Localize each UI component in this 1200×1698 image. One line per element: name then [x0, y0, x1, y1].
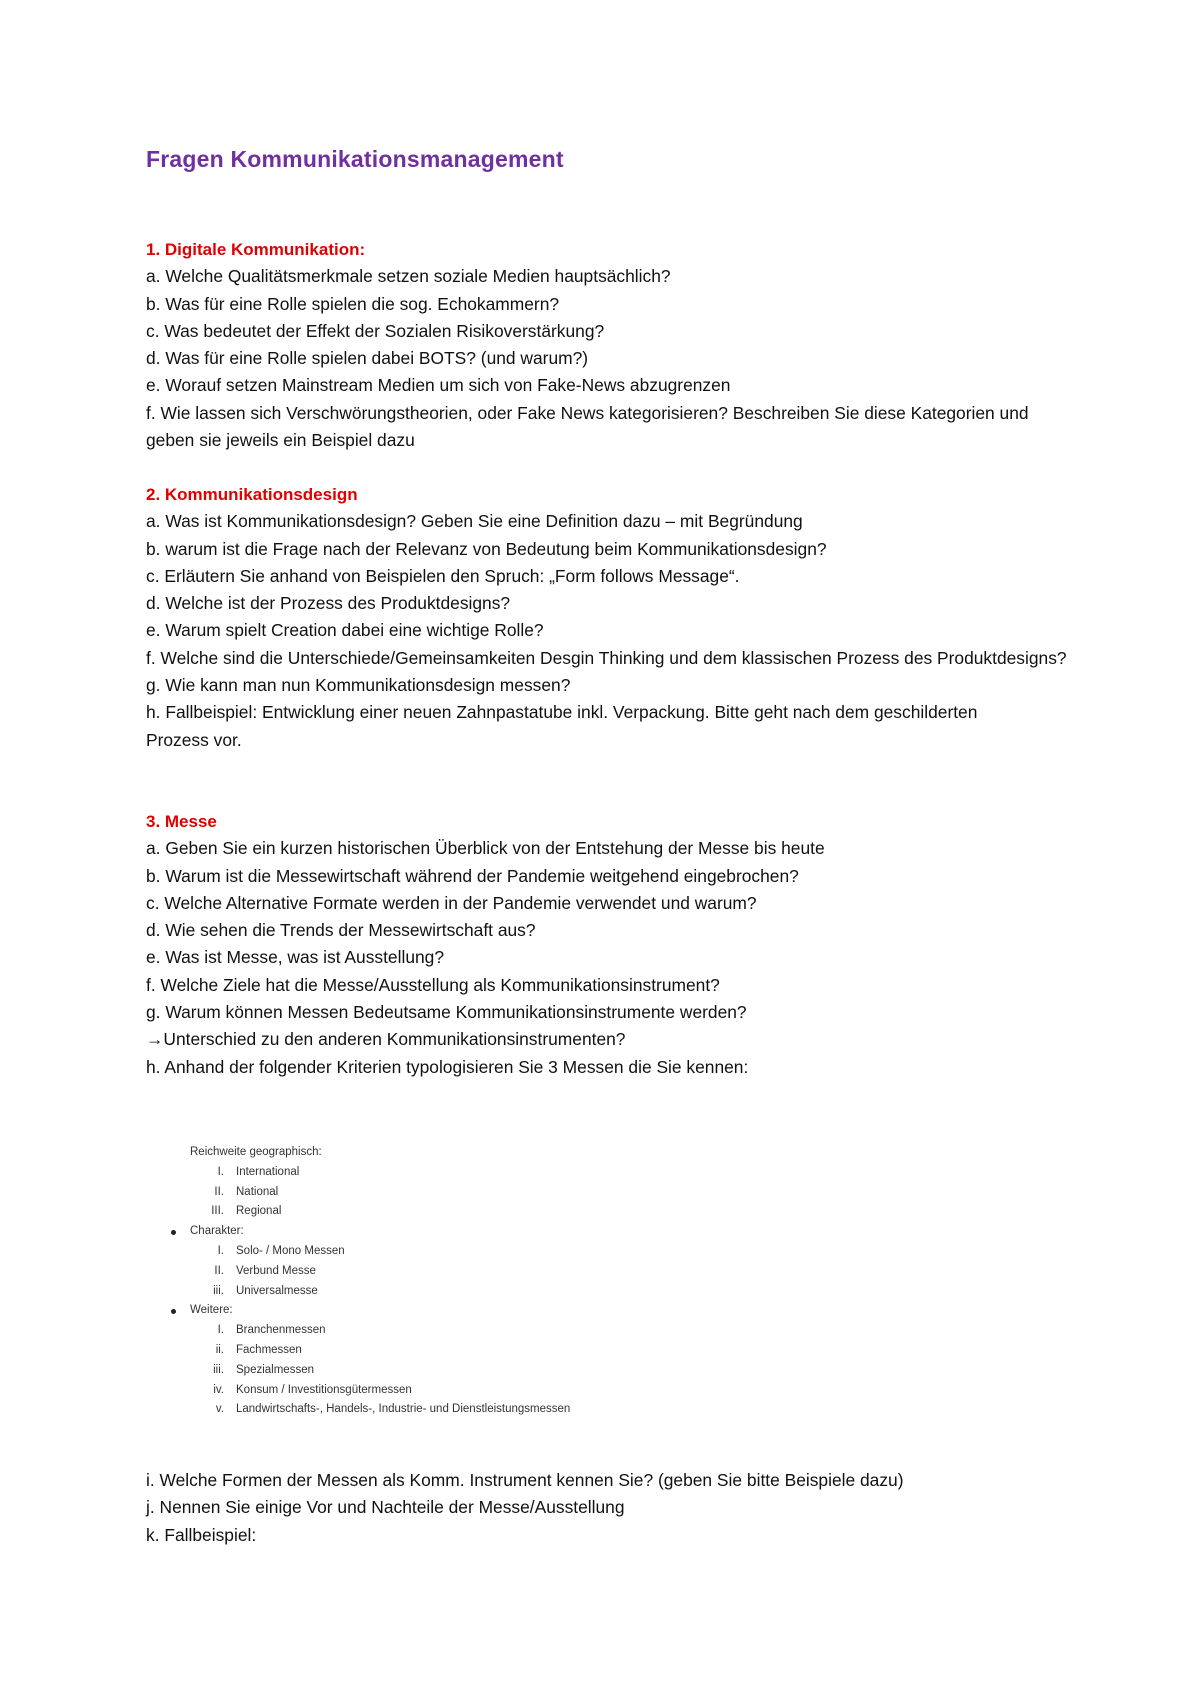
criteria-item	[170, 1341, 570, 1361]
section-heading: 2. Kommunikationsdesign	[146, 485, 358, 504]
question-d: d. Was für eine Rolle spielen dabei BOTS? (und warum?)	[146, 348, 589, 369]
question-a: a. Geben Sie ein kurzen historischen Überblick von der Entstehung der Messe bis heute	[146, 838, 825, 859]
item-text: Solo- / Mono Messen	[236, 1244, 345, 1257]
question-b: b. Was für eine Rolle spielen die sog. Echokammern?	[146, 293, 560, 314]
question-b: b. warum ist die Frage nach der Relevanz von Bedeutung beim Kommunikationsdesign?	[146, 538, 827, 559]
question-d: d. Wie sehen die Trends der Messewirtschaft aus?	[146, 920, 536, 941]
criteria-item	[170, 1242, 570, 1262]
item-number: II.	[214, 1264, 224, 1277]
question-e: e. Warum spielt Creation dabei eine wichtige Rolle?	[146, 620, 544, 641]
item-number: iii.	[213, 1284, 224, 1297]
question-c: c. Welche Alternative Formate werden in der Pandemie verwendet und warum?	[146, 892, 757, 913]
section-messe-continued	[146, 1467, 1076, 1549]
question-a: a. Welche Qualitätsmerkmale setzen soziale Medien hauptsächlich?	[146, 266, 671, 287]
item-text: Fachmessen	[236, 1343, 302, 1356]
question-a: a. Was ist Kommunikationsdesign? Geben Sie eine Definition dazu – mit Begründung	[146, 511, 803, 532]
criteria-item	[170, 1202, 570, 1222]
question-h: h. Fallbeispiel: Entwicklung einer neuen Zahnpastatube inkl. Verpackung. Bitte geht nach dem geschilderten Prozess vor.	[146, 702, 978, 750]
question-f: f. Wie lassen sich Verschwörungstheorien, oder Fake News kategorisieren? Beschreiben Sie diese Kategorien und geben sie jeweils ein Beispiel dazu	[146, 402, 1029, 451]
criteria-item	[170, 1262, 570, 1282]
question-g: g. Wie kann man nun Kommunikationsdesign messen?	[146, 675, 571, 696]
criteria-item	[170, 1183, 570, 1203]
criteria-list	[170, 1143, 570, 1420]
item-text: Konsum / Investitionsgütermessen	[236, 1383, 412, 1396]
item-text: Spezialmessen	[236, 1363, 314, 1376]
criteria-item	[170, 1381, 570, 1401]
criteria-heading-reach: Reichweite geographisch:	[190, 1146, 322, 1158]
item-text: National	[236, 1185, 279, 1198]
question-k: k. Fallbeispiel:	[146, 1524, 257, 1545]
criteria-item	[170, 1321, 570, 1341]
question-d: d. Welche ist der Prozess des Produktdesigns?	[146, 593, 511, 614]
criteria-heading-further: Weitere:	[170, 1301, 570, 1321]
question-e: e. Worauf setzen Mainstream Medien um sich von Fake-News abzugrenzen	[146, 375, 731, 396]
question-j: j. Nennen Sie einige Vor und Nachteile der Messe/Ausstellung	[146, 1497, 625, 1518]
item-number: III.	[211, 1205, 224, 1218]
item-text: International	[236, 1165, 300, 1178]
section-messe	[146, 808, 1076, 1081]
question-f: f. Welche Ziele hat die Messe/Ausstellung als Kommunikationsinstrument?	[146, 974, 720, 995]
item-number: iv.	[213, 1383, 224, 1396]
item-text: Verbund Messe	[236, 1264, 316, 1277]
criteria-item	[170, 1400, 570, 1420]
question-i: i. Welche Formen der Messen als Komm. Instrument kennen Sie? (geben Sie bitte Beispiele dazu)	[146, 1470, 904, 1490]
question-g-arrow-note: →Unterschied zu den anderen Kommunikationsinstrumenten?	[146, 1029, 626, 1050]
criteria-heading-character: Charakter:	[170, 1222, 570, 1242]
item-number: I.	[217, 1165, 224, 1178]
section-heading: 3. Messe	[146, 812, 217, 831]
section-kommunikationsdesign	[146, 481, 1076, 754]
question-b: b. Warum ist die Messewirtschaft während der Pandemie weitgehend eingebrochen?	[146, 865, 799, 886]
section-digitale-kommunikation	[146, 236, 1076, 454]
page-title: Fragen Kommunikationsmanagement	[146, 146, 564, 172]
question-h: h. Anhand der folgender Kriterien typologisieren Sie 3 Messen die Sie kennen:	[146, 1056, 749, 1077]
question-c: c. Erläutern Sie anhand von Beispielen den Spruch: „Form follows Message“.	[146, 565, 740, 586]
item-text: Branchenmessen	[236, 1324, 326, 1337]
item-number: v.	[215, 1403, 224, 1416]
question-c: c. Was bedeutet der Effekt der Sozialen Risikoverstärkung?	[146, 320, 605, 341]
item-number: iii.	[213, 1363, 224, 1376]
section-heading: 1. Digitale Kommunikation:	[146, 240, 366, 259]
question-f: f. Welche sind die Unterschiede/Gemeinsamkeiten Desgin Thinking und dem klassischen Prozess des Produktdesigns?	[146, 647, 1067, 668]
criteria-item	[170, 1361, 570, 1381]
item-number: ii.	[215, 1343, 224, 1356]
item-text: Regional	[236, 1205, 282, 1218]
item-number: I.	[217, 1244, 224, 1257]
criteria-item	[170, 1163, 570, 1183]
item-text: Landwirtschafts-, Handels-, Industrie- und Dienstleistungsmessen	[236, 1403, 571, 1416]
criteria-item	[170, 1282, 570, 1302]
item-number: I.	[217, 1324, 224, 1337]
question-e: e. Was ist Messe, was ist Ausstellung?	[146, 947, 445, 968]
item-number: II.	[214, 1185, 224, 1198]
item-text: Universalmesse	[236, 1284, 318, 1297]
question-g: g. Warum können Messen Bedeutsame Kommunikationsinstrumente werden?	[146, 1002, 747, 1023]
